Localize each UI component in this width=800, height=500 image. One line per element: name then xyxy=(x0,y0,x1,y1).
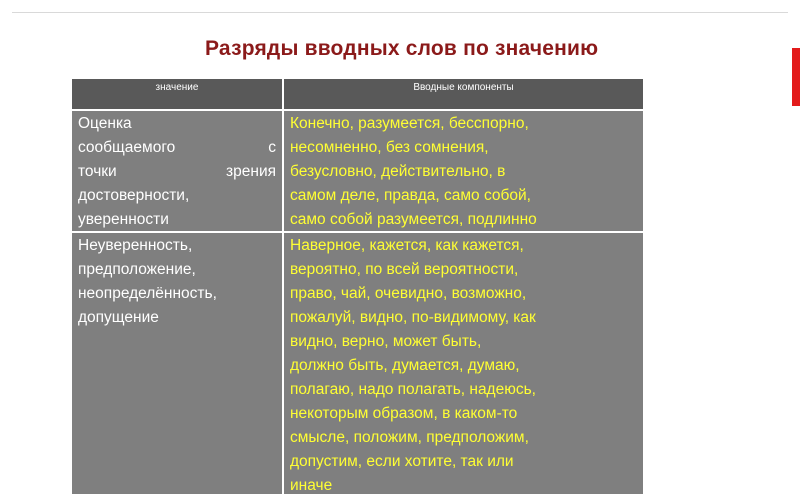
row1-component-line: самом деле, правда, само собой, xyxy=(290,187,531,204)
red-accent-bar xyxy=(792,48,800,106)
row1-components-cell xyxy=(290,112,638,232)
header-components: Вводные компоненты xyxy=(413,82,514,93)
row2-component-line: некоторым образом, в каком-то xyxy=(290,405,518,422)
table-header xyxy=(72,79,643,109)
row1-component-line: безусловно, действительно, в xyxy=(290,163,506,180)
row2-component-line: пожалуй, видно, по-видимому, как xyxy=(290,309,536,326)
row-divider xyxy=(72,109,643,111)
row2-component-line: видно, верно, может быть, xyxy=(290,333,482,350)
intro-words-table xyxy=(72,79,643,494)
row1-meaning-line: достоверности, xyxy=(78,187,190,204)
row2-components-cell xyxy=(290,234,638,498)
row2-meaning-line: допущение xyxy=(78,309,159,326)
row1-meaning-cell xyxy=(78,112,276,232)
header-meaning: значение xyxy=(155,82,199,93)
row1-meaning-word: сообщаемого xyxy=(78,139,176,156)
row2-component-line: полагаю, надо полагать, надеюсь, xyxy=(290,381,536,398)
row1-component-line: Конечно, разумеется, бесспорно, xyxy=(290,115,529,132)
top-divider xyxy=(12,12,788,13)
row1-meaning-word: точки xyxy=(78,163,117,180)
column-divider xyxy=(282,79,284,494)
row2-component-line: допустим, если хотите, так или xyxy=(290,453,514,470)
row1-component-line: само собой разумеется, подлинно xyxy=(290,211,537,228)
slide-title: Разряды вводных слов по значению xyxy=(205,37,599,60)
row1-meaning-line: Оценка xyxy=(78,115,132,132)
row2-meaning-line: неопределённость, xyxy=(78,285,217,302)
row1-meaning-line xyxy=(78,136,276,160)
row1-component-line: несомненно, без сомнения, xyxy=(290,139,489,156)
row2-meaning-cell xyxy=(78,234,276,330)
row2-component-line: вероятно, по всей вероятности, xyxy=(290,261,519,278)
row2-meaning-line: предположение, xyxy=(78,261,196,278)
row2-component-line: должно быть, думается, думаю, xyxy=(290,357,520,374)
row1-meaning-line xyxy=(78,160,276,184)
row2-component-line: право, чай, очевидно, возможно, xyxy=(290,285,527,302)
row1-meaning-line: уверенности xyxy=(78,211,169,228)
row2-component-line: иначе xyxy=(290,477,333,494)
row1-meaning-word: зрения xyxy=(226,163,276,180)
row2-component-line: смысле, положим, предположим, xyxy=(290,429,529,446)
row2-component-line: Наверное, кажется, как кажется, xyxy=(290,237,524,254)
row2-meaning-line: Неуверенность, xyxy=(78,237,193,254)
row1-meaning-word: с xyxy=(268,139,276,156)
